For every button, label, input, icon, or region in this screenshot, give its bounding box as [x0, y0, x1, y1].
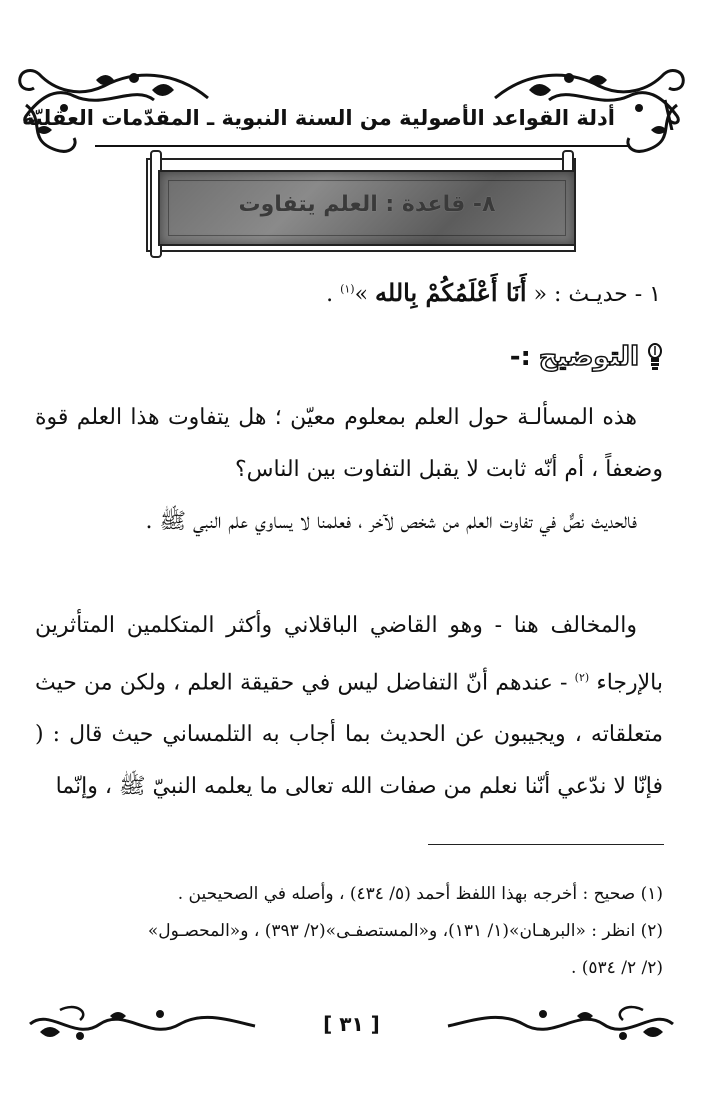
- footnote-separator: [428, 844, 664, 845]
- paragraph-1: [35, 392, 663, 496]
- tawdih-heading: [510, 342, 663, 372]
- right-side-ornament-icon: [617, 100, 687, 160]
- paragraph-3: [35, 600, 663, 813]
- footnote-2-continued: (٢/ ٢/ ٥٣٤) .: [570, 958, 663, 978]
- section-title-box: [158, 170, 576, 246]
- footnote-ref-1: (١): [340, 282, 355, 296]
- section-title: ٨- قاعدة : العلم يتفاوت: [238, 192, 496, 217]
- footnote-ref-2: (٢): [574, 671, 590, 684]
- footnote-1: (١) صحيح : أخرجه بهذا اللفظ أحمد (٥/ ٤٣٤) ، وأصله في الصحيحين .: [177, 884, 663, 904]
- hadith-quote: أَنَا أَعْلَمُكُمْ بِالله: [375, 278, 527, 307]
- footnotes: [35, 876, 663, 987]
- paragraph-3-text-after: - عندهم أنّ التفاضل ليس في حقيقة العلم ، ولكن من حيث متعلقاته ، ويجيبون عن الحديث بما أجاب به التلمساني حيث قال : ( فإنّا لا ندّعي أنّنا نعلم من صفات الله تعالى ما يعلمه النبيّ ﷺ ، وإنّما: [35, 670, 663, 800]
- paragraph-2-text: فالحديث نصٌّ في تفاوت العلم من شخص لآخر ، فعلمنا لا يساوي علم النبي ﷺ .: [145, 509, 637, 534]
- paragraph-1-text: هذه المسألـة حول العلم بمعلوم معيّن ؛ هل يتفاوت هذا العلم قوة وضعفاً ، أم أنّه ثابت لا يقبل التفاوت بين الناس؟: [35, 405, 663, 482]
- light-bulb-icon: [647, 342, 663, 372]
- hadith-close: »: [354, 282, 376, 307]
- hadith-line: [326, 278, 661, 307]
- running-header: أدلة القواعد الأصولية من السنة النبوية ـ المقدّمات العقليّة: [22, 106, 615, 130]
- paragraph-2: [35, 496, 663, 548]
- footnote-2: (٢) انظر : «البرهـان»(١/ ١٣١)، و«المستصفـى»(٢/ ٣٩٣) ، و«المحصـول»: [147, 921, 663, 941]
- header-rule: [95, 145, 630, 147]
- hadith-end: .: [326, 282, 341, 307]
- tawdih-suffix: :-: [509, 342, 531, 372]
- hadith-prefix: ١ - حديـث : «: [526, 282, 661, 307]
- paragraph-3-text-before: والمخالف هنا - وهو القاضي الباقلاني وأكثر المتكلمين المتأثرين بالإرجاء: [35, 613, 663, 696]
- page-number: [ ٣١ ]: [323, 1012, 380, 1036]
- tawdih-label: التوضيح: [538, 342, 639, 372]
